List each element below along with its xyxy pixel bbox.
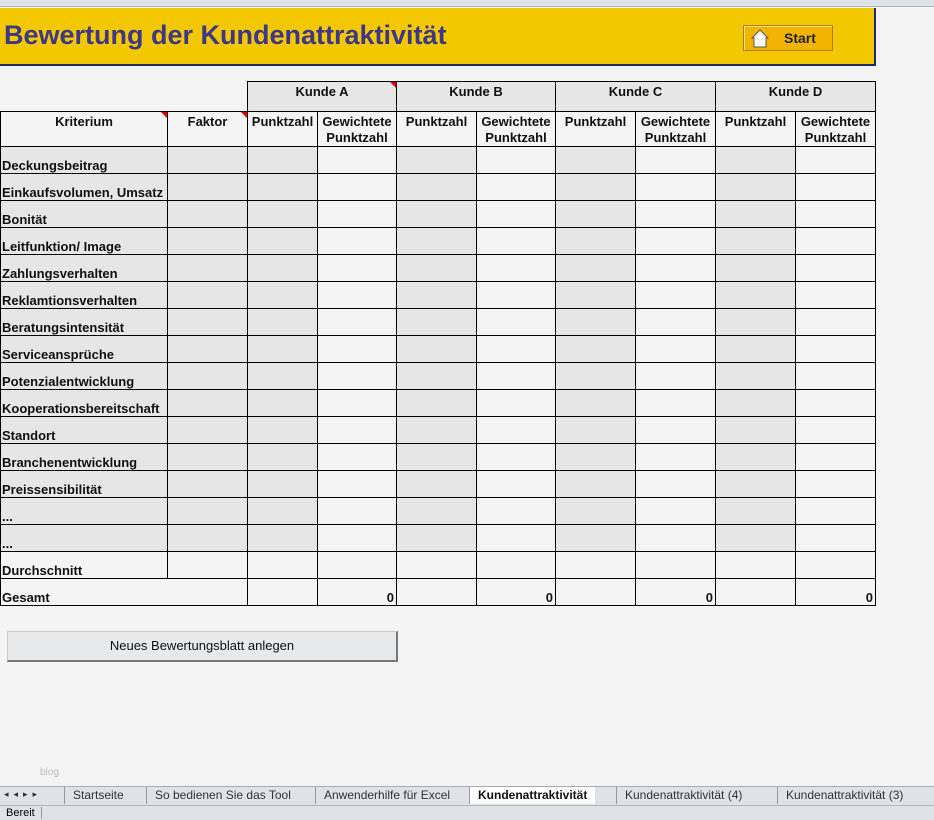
- average-cell[interactable]: [318, 552, 397, 579]
- points-cell[interactable]: [716, 498, 796, 525]
- factor-cell[interactable]: [168, 417, 248, 444]
- criterion-label: Branchenentwicklung: [1, 444, 168, 471]
- factor-cell[interactable]: [168, 228, 248, 255]
- weighted-points-cell[interactable]: [477, 282, 556, 309]
- average-cell[interactable]: [716, 552, 796, 579]
- table-row: [1, 255, 876, 282]
- points-cell[interactable]: [248, 579, 318, 606]
- factor-cell[interactable]: [168, 174, 248, 201]
- weighted-points-cell[interactable]: [636, 390, 716, 417]
- weighted-points-cell[interactable]: [318, 390, 397, 417]
- weighted-points-cell[interactable]: [636, 417, 716, 444]
- customer-header: Kunde C: [556, 82, 716, 112]
- total-value[interactable]: 0: [796, 579, 876, 606]
- sheet-tab[interactable]: Anwenderhilfe für Excel: [315, 787, 458, 804]
- status-text: Bereit: [0, 807, 42, 819]
- factor-cell[interactable]: [168, 498, 248, 525]
- weighted-points-cell[interactable]: [636, 363, 716, 390]
- points-cell[interactable]: [556, 390, 636, 417]
- factor-cell[interactable]: [168, 336, 248, 363]
- table-row: [1, 390, 876, 417]
- blank: [1, 82, 248, 112]
- points-cell[interactable]: [556, 255, 636, 282]
- weighted-points-cell[interactable]: [636, 309, 716, 336]
- criterion-label: Reklamtionsverhalten: [1, 282, 168, 309]
- weighted-points-cell[interactable]: [477, 525, 556, 552]
- factor-cell[interactable]: [168, 363, 248, 390]
- points-cell[interactable]: [716, 471, 796, 498]
- total-value[interactable]: 0: [318, 579, 397, 606]
- weighted-points-cell[interactable]: [796, 390, 876, 417]
- criterion-label: Zahlungsverhalten: [1, 255, 168, 282]
- weighted-points-cell[interactable]: [318, 309, 397, 336]
- factor-cell[interactable]: [168, 282, 248, 309]
- weighted-points-cell[interactable]: [796, 444, 876, 471]
- points-cell[interactable]: [397, 471, 477, 498]
- points-cell[interactable]: [556, 363, 636, 390]
- weighted-points-cell[interactable]: [796, 147, 876, 174]
- table-row: [1, 525, 876, 552]
- points-cell[interactable]: [248, 147, 318, 174]
- criterion-label: Einkaufsvolumen, Umsatz: [1, 174, 168, 201]
- average-cell[interactable]: [796, 552, 876, 579]
- sheet-tab[interactable]: Kundenattraktivität (3): [777, 787, 911, 804]
- points-cell[interactable]: [397, 174, 477, 201]
- weighted-points-cell[interactable]: [477, 336, 556, 363]
- weighted-points-cell[interactable]: [318, 336, 397, 363]
- customer-header: Kunde D: [716, 82, 876, 112]
- points-cell[interactable]: [556, 498, 636, 525]
- weighted-points-cell[interactable]: [318, 228, 397, 255]
- home-icon: [750, 28, 770, 48]
- weighted-points-cell[interactable]: [636, 228, 716, 255]
- weighted-points-cell[interactable]: [318, 174, 397, 201]
- weighted-points-cell[interactable]: [636, 336, 716, 363]
- weighted-points-cell[interactable]: [636, 174, 716, 201]
- points-cell[interactable]: [716, 336, 796, 363]
- points-cell[interactable]: [556, 336, 636, 363]
- total-label: Gesamt: [1, 579, 248, 606]
- criterion-label: Serviceansprüche: [1, 336, 168, 363]
- total-row: [1, 579, 876, 606]
- customer-header: Kunde B: [397, 82, 556, 112]
- points-cell[interactable]: [716, 174, 796, 201]
- weighted-points-cell[interactable]: [796, 282, 876, 309]
- weighted-points-cell[interactable]: [318, 498, 397, 525]
- weighted-points-cell[interactable]: [318, 444, 397, 471]
- points-cell[interactable]: [556, 174, 636, 201]
- factor-cell[interactable]: [168, 552, 248, 579]
- average-cell[interactable]: [477, 552, 556, 579]
- weighted-points-cell[interactable]: [796, 201, 876, 228]
- sheet-tab[interactable]: Kundenattraktivität (4): [616, 787, 750, 804]
- factor-cell[interactable]: [168, 147, 248, 174]
- table-row: [1, 444, 876, 471]
- start-label: Start: [784, 30, 816, 46]
- weighted-points-cell[interactable]: [477, 444, 556, 471]
- weighted-points-cell[interactable]: [477, 174, 556, 201]
- points-header: Punktzahl: [397, 112, 477, 147]
- points-cell[interactable]: [556, 201, 636, 228]
- points-cell[interactable]: [716, 525, 796, 552]
- weighted-points-cell[interactable]: [636, 444, 716, 471]
- points-cell[interactable]: [716, 201, 796, 228]
- weighted-points-cell[interactable]: [796, 255, 876, 282]
- criterion-label: Leitfunktion/ Image: [1, 228, 168, 255]
- factor-cell[interactable]: [168, 201, 248, 228]
- weighted-points-cell[interactable]: [796, 228, 876, 255]
- points-cell[interactable]: [248, 444, 318, 471]
- weighted-points-cell[interactable]: [318, 147, 397, 174]
- weighted-points-cell[interactable]: [318, 255, 397, 282]
- customer-header: Kunde A: [248, 82, 397, 112]
- criterion-label: Preissensibilität: [1, 471, 168, 498]
- ribbon-edge: [0, 0, 934, 7]
- points-cell[interactable]: [248, 309, 318, 336]
- points-cell[interactable]: [716, 579, 796, 606]
- criterion-label: Beratungsintensität: [1, 309, 168, 336]
- weighted-points-cell[interactable]: [477, 309, 556, 336]
- new-sheet-button[interactable]: Neues Bewertungsblatt anlegen: [7, 631, 398, 662]
- sheet-tab[interactable]: Startseite: [64, 787, 132, 804]
- factor-cell[interactable]: [168, 525, 248, 552]
- weighted-points-cell[interactable]: [796, 471, 876, 498]
- points-cell[interactable]: [397, 498, 477, 525]
- weighted-points-cell[interactable]: [636, 498, 716, 525]
- sheet-tab[interactable]: So bedienen Sie das Tool: [146, 787, 299, 804]
- watermark: blog: [40, 767, 59, 778]
- points-cell[interactable]: [397, 525, 477, 552]
- points-header: Punktzahl: [556, 112, 636, 147]
- factor-header: Faktor: [168, 112, 248, 147]
- points-cell[interactable]: [248, 228, 318, 255]
- points-cell[interactable]: [248, 525, 318, 552]
- weighted-points-cell[interactable]: [636, 255, 716, 282]
- weighted-points-header: Gewichtete Punktzahl: [477, 112, 556, 147]
- sheet-tab-bar: [0, 786, 934, 805]
- points-cell[interactable]: [716, 444, 796, 471]
- points-cell[interactable]: [248, 363, 318, 390]
- title-banner: [0, 8, 876, 66]
- table-row: [1, 309, 876, 336]
- criterion-header: Kriterium: [1, 112, 168, 147]
- weighted-points-cell[interactable]: [636, 282, 716, 309]
- start-button[interactable]: [743, 25, 833, 51]
- table-row: [1, 201, 876, 228]
- points-cell[interactable]: [397, 363, 477, 390]
- points-cell[interactable]: [248, 255, 318, 282]
- points-cell[interactable]: [248, 336, 318, 363]
- points-cell[interactable]: [397, 444, 477, 471]
- points-cell[interactable]: [397, 309, 477, 336]
- points-cell[interactable]: [716, 228, 796, 255]
- table-row: [1, 228, 876, 255]
- points-cell[interactable]: [556, 417, 636, 444]
- table-row: [1, 147, 876, 174]
- table-row: [1, 471, 876, 498]
- average-row: [1, 552, 876, 579]
- factor-cell[interactable]: [168, 390, 248, 417]
- weighted-points-cell[interactable]: [477, 390, 556, 417]
- weighted-points-cell[interactable]: [636, 201, 716, 228]
- weighted-points-cell[interactable]: [477, 228, 556, 255]
- weighted-points-cell[interactable]: [796, 525, 876, 552]
- weighted-points-cell[interactable]: [318, 471, 397, 498]
- criterion-label: Potenzialentwicklung: [1, 363, 168, 390]
- weighted-points-cell[interactable]: [796, 309, 876, 336]
- points-cell[interactable]: [716, 390, 796, 417]
- evaluation-table: [0, 81, 876, 606]
- points-cell[interactable]: [716, 309, 796, 336]
- points-cell[interactable]: [716, 255, 796, 282]
- page-title: Bewertung der Kundenattraktivität: [4, 20, 447, 50]
- points-cell[interactable]: [556, 147, 636, 174]
- weighted-points-cell[interactable]: [318, 282, 397, 309]
- points-cell[interactable]: [556, 525, 636, 552]
- criterion-label: ...: [1, 498, 168, 525]
- criterion-label: Deckungsbeitrag: [1, 147, 168, 174]
- weighted-points-cell[interactable]: [796, 174, 876, 201]
- points-cell[interactable]: [556, 228, 636, 255]
- factor-cell[interactable]: [168, 471, 248, 498]
- points-header: Punktzahl: [716, 112, 796, 147]
- average-cell[interactable]: [397, 552, 477, 579]
- weighted-points-cell[interactable]: [477, 417, 556, 444]
- points-cell[interactable]: [248, 201, 318, 228]
- average-cell[interactable]: [248, 552, 318, 579]
- points-cell[interactable]: [556, 579, 636, 606]
- factor-cell[interactable]: [168, 444, 248, 471]
- points-cell[interactable]: [397, 579, 477, 606]
- points-cell[interactable]: [397, 255, 477, 282]
- points-cell[interactable]: [248, 282, 318, 309]
- weighted-points-header: Gewichtete Punktzahl: [796, 112, 876, 147]
- weighted-points-cell[interactable]: [477, 255, 556, 282]
- points-cell[interactable]: [556, 471, 636, 498]
- weighted-points-cell[interactable]: [636, 471, 716, 498]
- weighted-points-cell[interactable]: [318, 201, 397, 228]
- criterion-label: Bonität: [1, 201, 168, 228]
- points-cell[interactable]: [556, 309, 636, 336]
- points-cell[interactable]: [397, 390, 477, 417]
- points-cell[interactable]: [248, 471, 318, 498]
- points-cell[interactable]: [248, 498, 318, 525]
- criterion-label: Kooperationsbereitschaft: [1, 390, 168, 417]
- weighted-points-cell[interactable]: [477, 147, 556, 174]
- average-cell[interactable]: [636, 552, 716, 579]
- weighted-points-cell[interactable]: [477, 201, 556, 228]
- table-row: [1, 417, 876, 444]
- points-cell[interactable]: [397, 417, 477, 444]
- weighted-points-cell[interactable]: [636, 525, 716, 552]
- status-bar: [0, 805, 934, 820]
- weighted-points-cell[interactable]: [318, 525, 397, 552]
- points-cell[interactable]: [397, 282, 477, 309]
- weighted-points-cell[interactable]: [477, 498, 556, 525]
- weighted-points-cell[interactable]: [796, 417, 876, 444]
- table-row: [1, 174, 876, 201]
- table-row: [1, 282, 876, 309]
- weighted-points-header: Gewichtete Punktzahl: [636, 112, 716, 147]
- points-cell[interactable]: [248, 174, 318, 201]
- weighted-points-cell[interactable]: [796, 336, 876, 363]
- points-cell[interactable]: [716, 282, 796, 309]
- weighted-points-cell[interactable]: [318, 417, 397, 444]
- weighted-points-cell[interactable]: [477, 363, 556, 390]
- weighted-points-cell[interactable]: [318, 363, 397, 390]
- points-cell[interactable]: [397, 147, 477, 174]
- weighted-points-cell[interactable]: [796, 498, 876, 525]
- points-cell[interactable]: [556, 444, 636, 471]
- total-value[interactable]: 0: [636, 579, 716, 606]
- average-label: Durchschnitt: [1, 552, 168, 579]
- average-cell[interactable]: [556, 552, 636, 579]
- weighted-points-cell[interactable]: [796, 363, 876, 390]
- factor-cell[interactable]: [168, 309, 248, 336]
- table-row: [1, 336, 876, 363]
- points-cell[interactable]: [716, 363, 796, 390]
- weighted-points-cell[interactable]: [477, 471, 556, 498]
- criterion-label: ...: [1, 525, 168, 552]
- points-cell[interactable]: [397, 336, 477, 363]
- points-cell[interactable]: [397, 228, 477, 255]
- sheet-tab[interactable]: Kundenattraktivität: [469, 787, 595, 804]
- points-cell[interactable]: [248, 390, 318, 417]
- factor-cell[interactable]: [168, 255, 248, 282]
- table-row: [1, 363, 876, 390]
- weighted-points-header: Gewichtete Punktzahl: [318, 112, 397, 147]
- points-cell[interactable]: [716, 417, 796, 444]
- sheet-nav-arrows-icon[interactable]: ◂◂▸▸: [4, 789, 43, 799]
- table-row: [1, 498, 876, 525]
- points-cell[interactable]: [397, 201, 477, 228]
- criterion-label: Standort: [1, 417, 168, 444]
- points-cell[interactable]: [556, 282, 636, 309]
- total-value[interactable]: 0: [477, 579, 556, 606]
- points-cell[interactable]: [716, 147, 796, 174]
- points-cell[interactable]: [248, 417, 318, 444]
- weighted-points-cell[interactable]: [636, 147, 716, 174]
- points-header: Punktzahl: [248, 112, 318, 147]
